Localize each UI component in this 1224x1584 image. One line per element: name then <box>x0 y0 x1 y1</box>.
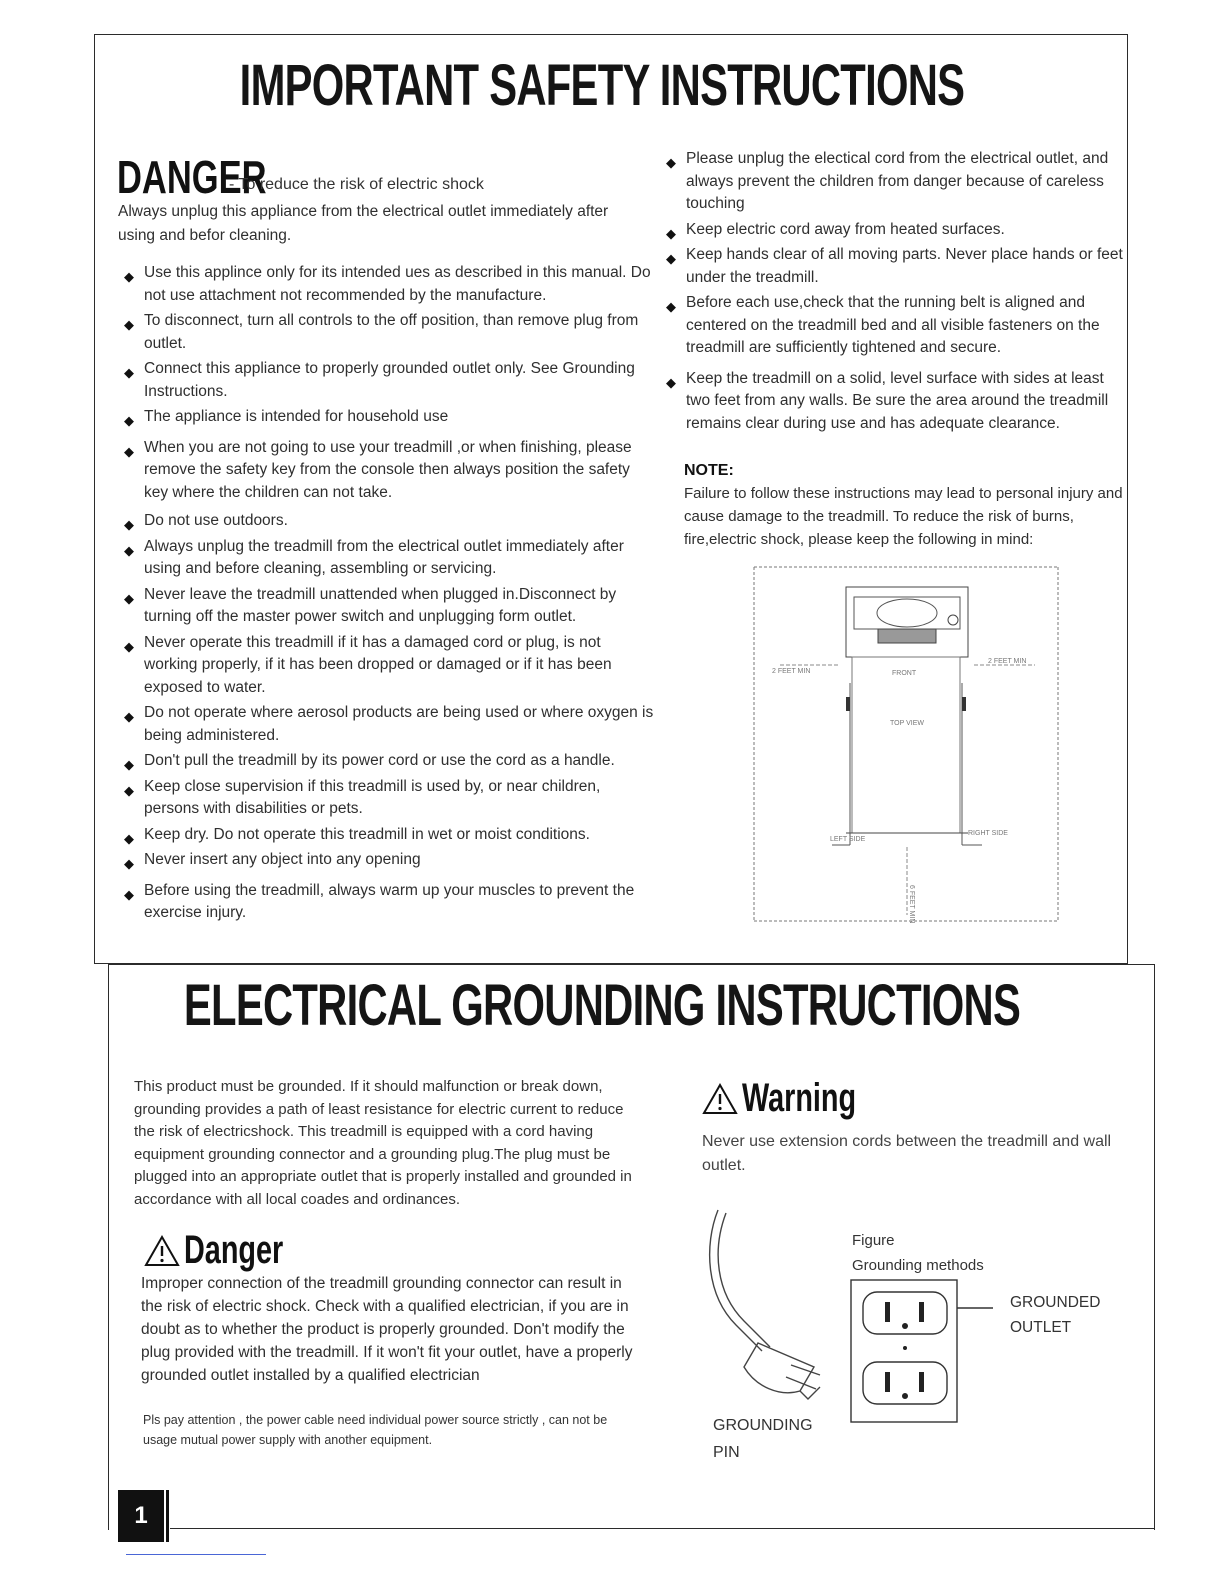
list-item: ◆ To disconnect, turn all controls to the off position, than remove plug from outlet. <box>124 312 639 352</box>
treadmill-clearance-diagram <box>750 565 1062 925</box>
note-heading: NOTE: <box>684 462 734 479</box>
list-item: ◆ Never insert any object into any opening <box>120 849 655 872</box>
page-number: 1 <box>118 1490 164 1542</box>
diamond-bullet-icon: ◆ <box>666 225 676 241</box>
warning-triangle-icon <box>144 1235 180 1267</box>
attention-note: Pls pay attention , the power cable need individual power source strictly , can not be usage mutual power supply with another equipment. <box>143 1413 608 1447</box>
right-safety-list <box>662 148 1130 438</box>
diagram-left-clearance: 2 FEET MIN <box>772 668 811 675</box>
list-item: ◆ When you are not going to use your treadmill ,or when finishing, please remove the safety key from the console then always position the safety key where the children can not take. <box>124 438 632 501</box>
danger-word-2: Danger <box>184 1228 284 1272</box>
list-item: ◆ Never leave the treadmill unattended when plugged in.Disconnect by turning off the master power switch and unplugging form outlet. <box>124 585 617 625</box>
diamond-bullet-icon: ◆ <box>124 517 134 532</box>
list-item: ◆ Keep hands clear of all moving parts. Never place hands or feet under the treadmill. <box>666 246 1123 286</box>
diamond-bullet-icon: ◆ <box>124 709 134 724</box>
safety-title: IMPORTANT SAFETY INSTRUCTIONS <box>239 53 965 118</box>
danger-word: DANGER <box>117 151 267 203</box>
diamond-bullet-icon: ◆ <box>124 830 134 846</box>
figure-label: Figure Grounding methods <box>852 1228 984 1278</box>
diamond-bullet-icon: ◆ <box>124 638 134 654</box>
warning-text: Never use extension cords between the treadmill and wall outlet. <box>702 1133 1112 1174</box>
diamond-bullet-icon: ◆ <box>124 443 134 459</box>
diagram-rear-clearance: 6 FEET MIN <box>908 885 915 924</box>
diamond-bullet-icon: ◆ <box>666 251 676 266</box>
warning-word: Warning <box>742 1076 857 1120</box>
list-item: ◆ Please unplug the electical cord from the electrical outlet, and always prevent the children from danger because of careless touching <box>666 150 1109 212</box>
diamond-bullet-icon: ◆ <box>124 886 134 902</box>
grounding-paragraph: This product must be grounded. If it should malfunction or break down, grounding provides a path of least resistance for electric current to reduce the risk of electricshock. This treadmill is equipped with a cord having equipment grounding connector and a grounding plug.The plug must be plugged into an appropriate outlet that is properly installed and grounded in accordance with all local coades and ordinances. <box>134 1078 632 1208</box>
grounding-section-bottom-rule <box>170 1528 1155 1529</box>
diagram-front: FRONT <box>892 670 917 677</box>
list-item: ◆ Keep electric cord away from heated surfaces. <box>662 219 1130 242</box>
list-item: ◆ Use this applince only for its intended ues as described in this manual. Do not use attachment not recommended by the manufacture. <box>124 264 651 304</box>
diamond-bullet-icon: ◆ <box>124 269 134 284</box>
list-item: ◆ Connect this appliance to properly grounded outlet only. See Grounding Instructions. <box>124 360 635 400</box>
danger-heading-2 <box>144 1228 322 1273</box>
diagram-right-clearance: 2 FEET MIN <box>988 658 1027 665</box>
diamond-bullet-icon: ◆ <box>666 155 676 170</box>
warning-heading <box>702 1076 901 1121</box>
diamond-bullet-icon: ◆ <box>124 542 134 558</box>
list-item: ◆ Keep dry. Do not operate this treadmill in wet or moist conditions. <box>120 824 655 847</box>
figure-caption: Grounding methods <box>852 1257 984 1274</box>
diamond-bullet-icon: ◆ <box>124 590 134 606</box>
grounding-pin-label: GROUNDING PIN <box>713 1417 813 1461</box>
diamond-bullet-icon: ◆ <box>124 782 134 798</box>
diagram-left-side: LEFT SIDE <box>830 836 866 843</box>
page-number-rule <box>166 1490 169 1542</box>
diamond-bullet-icon: ◆ <box>666 299 676 314</box>
warning-triangle-icon <box>702 1083 738 1115</box>
list-item: ◆ Keep close supervision if this treadmill is used by, or near children, persons with disabilities or pets. <box>124 777 601 817</box>
list-item: ◆ Always unplug the treadmill from the electrical outlet immediately after using and before cleaning, assembling or servicing. <box>124 537 624 577</box>
list-item: ◆ Before using the treadmill, always warm up your muscles to prevent the exercise injury. <box>124 881 635 921</box>
diamond-bullet-icon: ◆ <box>666 374 676 390</box>
diagram-right-side: RIGHT SIDE <box>968 830 1008 837</box>
list-item: ◆ Before each use,check that the running belt is aligned and centered on the treadmill bed and all visible fasteners on the treadmill are sufficiently tightened and secure. <box>666 294 1100 356</box>
left-safety-list <box>120 262 655 928</box>
list-item: ◆ Do not use outdoors. <box>120 510 655 533</box>
list-item: ◆ The appliance is intended for household use <box>120 406 655 429</box>
diamond-bullet-icon: ◆ <box>124 413 134 428</box>
list-item: ◆ Don't pull the treadmill by its power cord or use the cord as a handle. <box>120 750 655 773</box>
diagram-top-view: TOP VIEW <box>890 720 924 727</box>
list-item: ◆ Never operate this treadmill if it has a damaged cord or plug, is not working properly, if it has been dropped or damaged or if it has been exposed to water. <box>124 633 612 696</box>
danger-text: Improper connection of the treadmill grounding connector can result in the risk of electric shock. Check with a qualified electrician, if you are in doubt as to whether the product is properly grounded. Don't modify the plug provided with the treadmill. If it won't fit your outlet, have a properly grounded outlet installed by a qualified electrician <box>141 1275 633 1384</box>
grounded-outlet-illustration <box>845 1278 1005 1426</box>
danger-subtitle: - To reduce the risk of electric shock <box>229 176 484 193</box>
diamond-bullet-icon: ◆ <box>124 856 134 871</box>
diamond-bullet-icon: ◆ <box>124 757 134 772</box>
danger-heading <box>117 150 484 204</box>
list-item: ◆ Do not operate where aerosol products are being used or where oxygen is being administered. <box>124 704 654 744</box>
grounding-title: ELECTRICAL GROUNDING INSTRUCTIONS <box>183 973 1021 1038</box>
grounded-outlet-label: GROUNDED OUTLET <box>1010 1294 1101 1336</box>
diamond-bullet-icon: ◆ <box>124 365 134 380</box>
note-body: Failure to follow these instructions may lead to personal injury and cause damage to the treadmill. To reduce the risk of burns, fire,electric shock, please keep the following in mind: <box>684 485 1123 548</box>
danger-intro: Always unplug this appliance from the electrical outlet immediately after using and befor cleaning. <box>118 203 609 244</box>
grounding-plug-illustration <box>696 1205 836 1410</box>
diamond-bullet-icon: ◆ <box>124 317 134 332</box>
footer-rule <box>126 1554 266 1555</box>
list-item: ◆ Keep the treadmill on a solid, level surface with sides at least two feet from any walls. Be sure the area around the treadmill remains clear during use and has adequate clearance. <box>666 369 1109 432</box>
